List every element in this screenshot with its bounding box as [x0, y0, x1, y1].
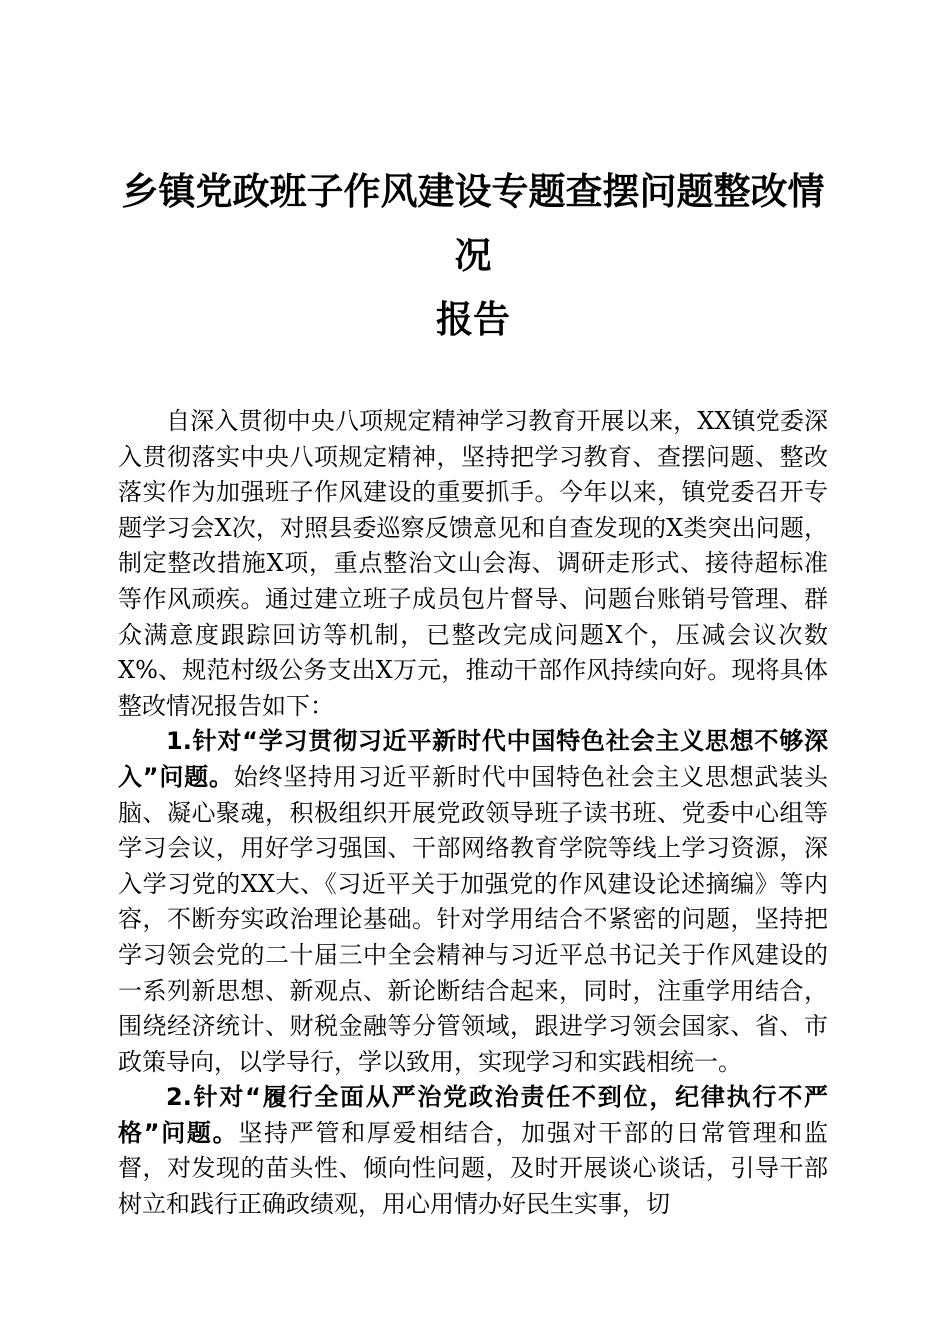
title-line-1: 乡镇党政班子作风建设专题查摆问题整改情况: [121, 170, 825, 277]
title-line-2: 报告: [436, 298, 510, 341]
section-2-lead: 2.针对“履行全面从严治党政治责任不到位，纪律执行不严格”问题。: [118, 1083, 828, 1147]
document-body: [118, 404, 828, 1223]
section-paragraph-1: [118, 724, 828, 1080]
section-paragraph-2: [118, 1080, 828, 1222]
section-2-text: 坚持严管和厚爱相结合，加强对干部的日常管理和监督，对发现的苗头性、倾向性问题，及时开展谈心谈话，引导干部树立和践行正确政绩观，用心用情办好民生实事，切: [118, 1118, 829, 1219]
section-1-lead: 1.针对“学习贯彻习近平新时代中国特色社会主义思想不够深入”问题。: [118, 727, 828, 791]
intro-paragraph: 自深入贯彻中央八项规定精神学习教育开展以来，XX镇党委深入贯彻落实中央八项规定精神，坚持把学习教育、查摆问题、整改落实作为加强班子作风建设的重要抓手。今年以来，镇党委召开专题学习会X次，对照县委巡察反馈意见和自查发现的X类突出问题，制定整改措施X项，重点整治文山会海、调研走形式、接待超标准等作风顽疾。通过建立班子成员包片督导、问题台账销号管理、群众满意度跟踪回访等机制，已整改完成问题X个，压减会议次数X%、规范村级公务支出X万元，推动干部作风持续向好。现将具体整改情况报告如下：: [118, 407, 828, 720]
document-page: [118, 160, 828, 1223]
section-1-text: 始终坚持用习近平新时代中国特色社会主义思想武装头脑、凝心聚魂，积极组织开展党政领导班子读书班、党委中心组等学习会议，用好学习强国、干部网络教育学院等线上学习资源，深入学习党的XX大、《习近平关于加强党的作风建设论述摘编》等内容，不断夯实政治理论基础。针对学用结合不紧密的问题，坚持把学习领会党的二十届三中全会精神与习近平总书记关于作风建设的一系列新思想、新观点、新论断结合起来，同时，注重学用结合，围绕经济统计、财税金融等分管领域，跟进学习领会国家、省、市政策导向，以学导行，学以致用，实现学习和实践相统一。: [118, 762, 828, 1076]
document-title: [118, 160, 828, 352]
